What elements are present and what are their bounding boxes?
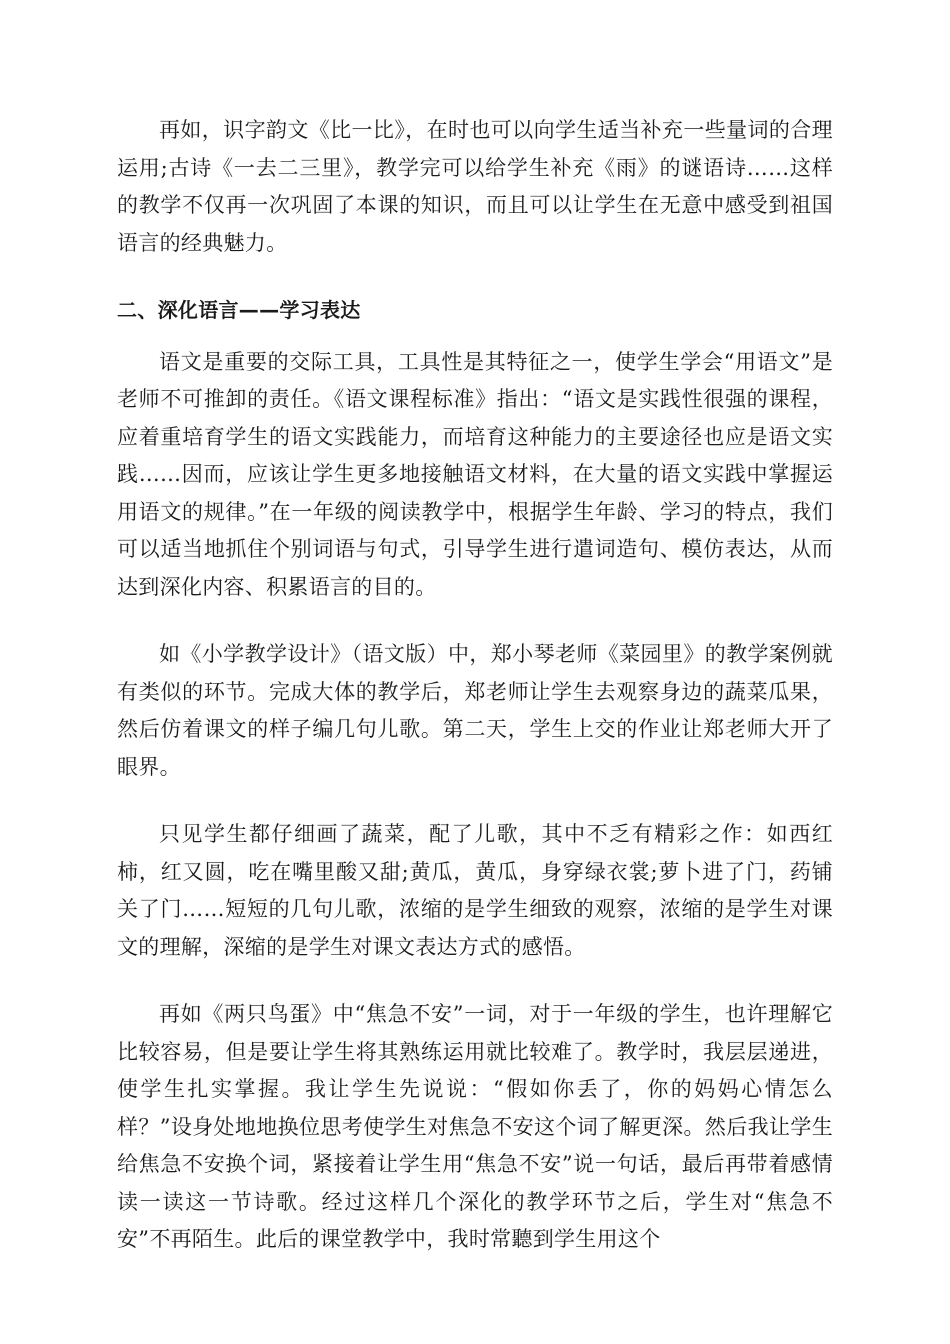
spacer [117,966,833,996]
spacer [117,606,833,636]
paragraph-4: 再如《两只鸟蛋》中“焦急不安”一词，对于一年级的学生，也许理解它比较容易，但是要让学生将其熟练运用就比较难了。教学时，我层层递进，使学生扎实掌握。我让学生先说说：“假如你丢了，你的妈妈心情怎么样？”设身处地地换位思考使学生对焦急不安这个词了解更深。然后我让学生给焦急不安换个词，紧接着让学生用“焦急不安”说一句话，最后再带着感情读一读这一节诗歌。经过这样几个深化的教学环节之后，学生对“焦急不安”不再陌生。此后的课堂教学中，我时常聽到学生用这个 [117,1002,833,1251]
spacer [117,330,833,344]
spacer [117,262,833,292]
paragraph-3: 只见学生都仔细画了蔬菜，配了儿歌，其中不乏有精彩之作：如西红柿，红又圆，吃在嘴里酸又甜;黄瓜，黄瓜，身穿绿衣裳;萝卜进了门，药铺关了门……短短的几句儿歌，浓缩的是学生细致的观察，浓缩的是学生对课文的理解，深缩的是学生对课文表达方式的感悟。 [117,822,833,959]
document-page [117,112,833,1259]
section-heading: 二、深化语言——学习表达 [117,298,361,322]
spacer [117,786,833,816]
paragraph-2: 如《小学教学设计》（语文版）中，郑小琴老师《菜园里》的教学案例就有类似的环节。完成大体的教学后，郑老师让学生去观察身边的蔬菜瓜果，然后仿着课文的样子编几句儿歌。第二天，学生上交的作业让郑老师大开了眼界。 [117,642,833,779]
paragraph-1: 语文是重要的交际工具，工具性是其特征之一，使学生学会“用语文”是老师不可推卸的责任。《语文课程标准》指出：“语文是实践性很强的课程，应着重培育学生的语文实践能力，而培育这种能力的主要途径也应是语文实践……因而，应该让学生更多地接触语文材料，在大量的语文实践中掌握运用语文的规律。”在一年级的阅读教学中，根据学生年龄、学习的特点，我们可以适当地抓住个别词语与句式，引导学生进行遣词造句、模仿表达，从而达到深化内容、积累语言的目的。 [117,349,833,599]
paragraph-intro: 再如，识字韵文《比一比》，在时也可以向学生适当补充一些量词的合理运用;古诗《一去二三里》，教学完可以给学生补充《雨》的谜语诗……这样的教学不仅再一次巩固了本课的知识，而且可以让学生在无意中感受到祖国语言的经典魅力。 [117,118,833,255]
